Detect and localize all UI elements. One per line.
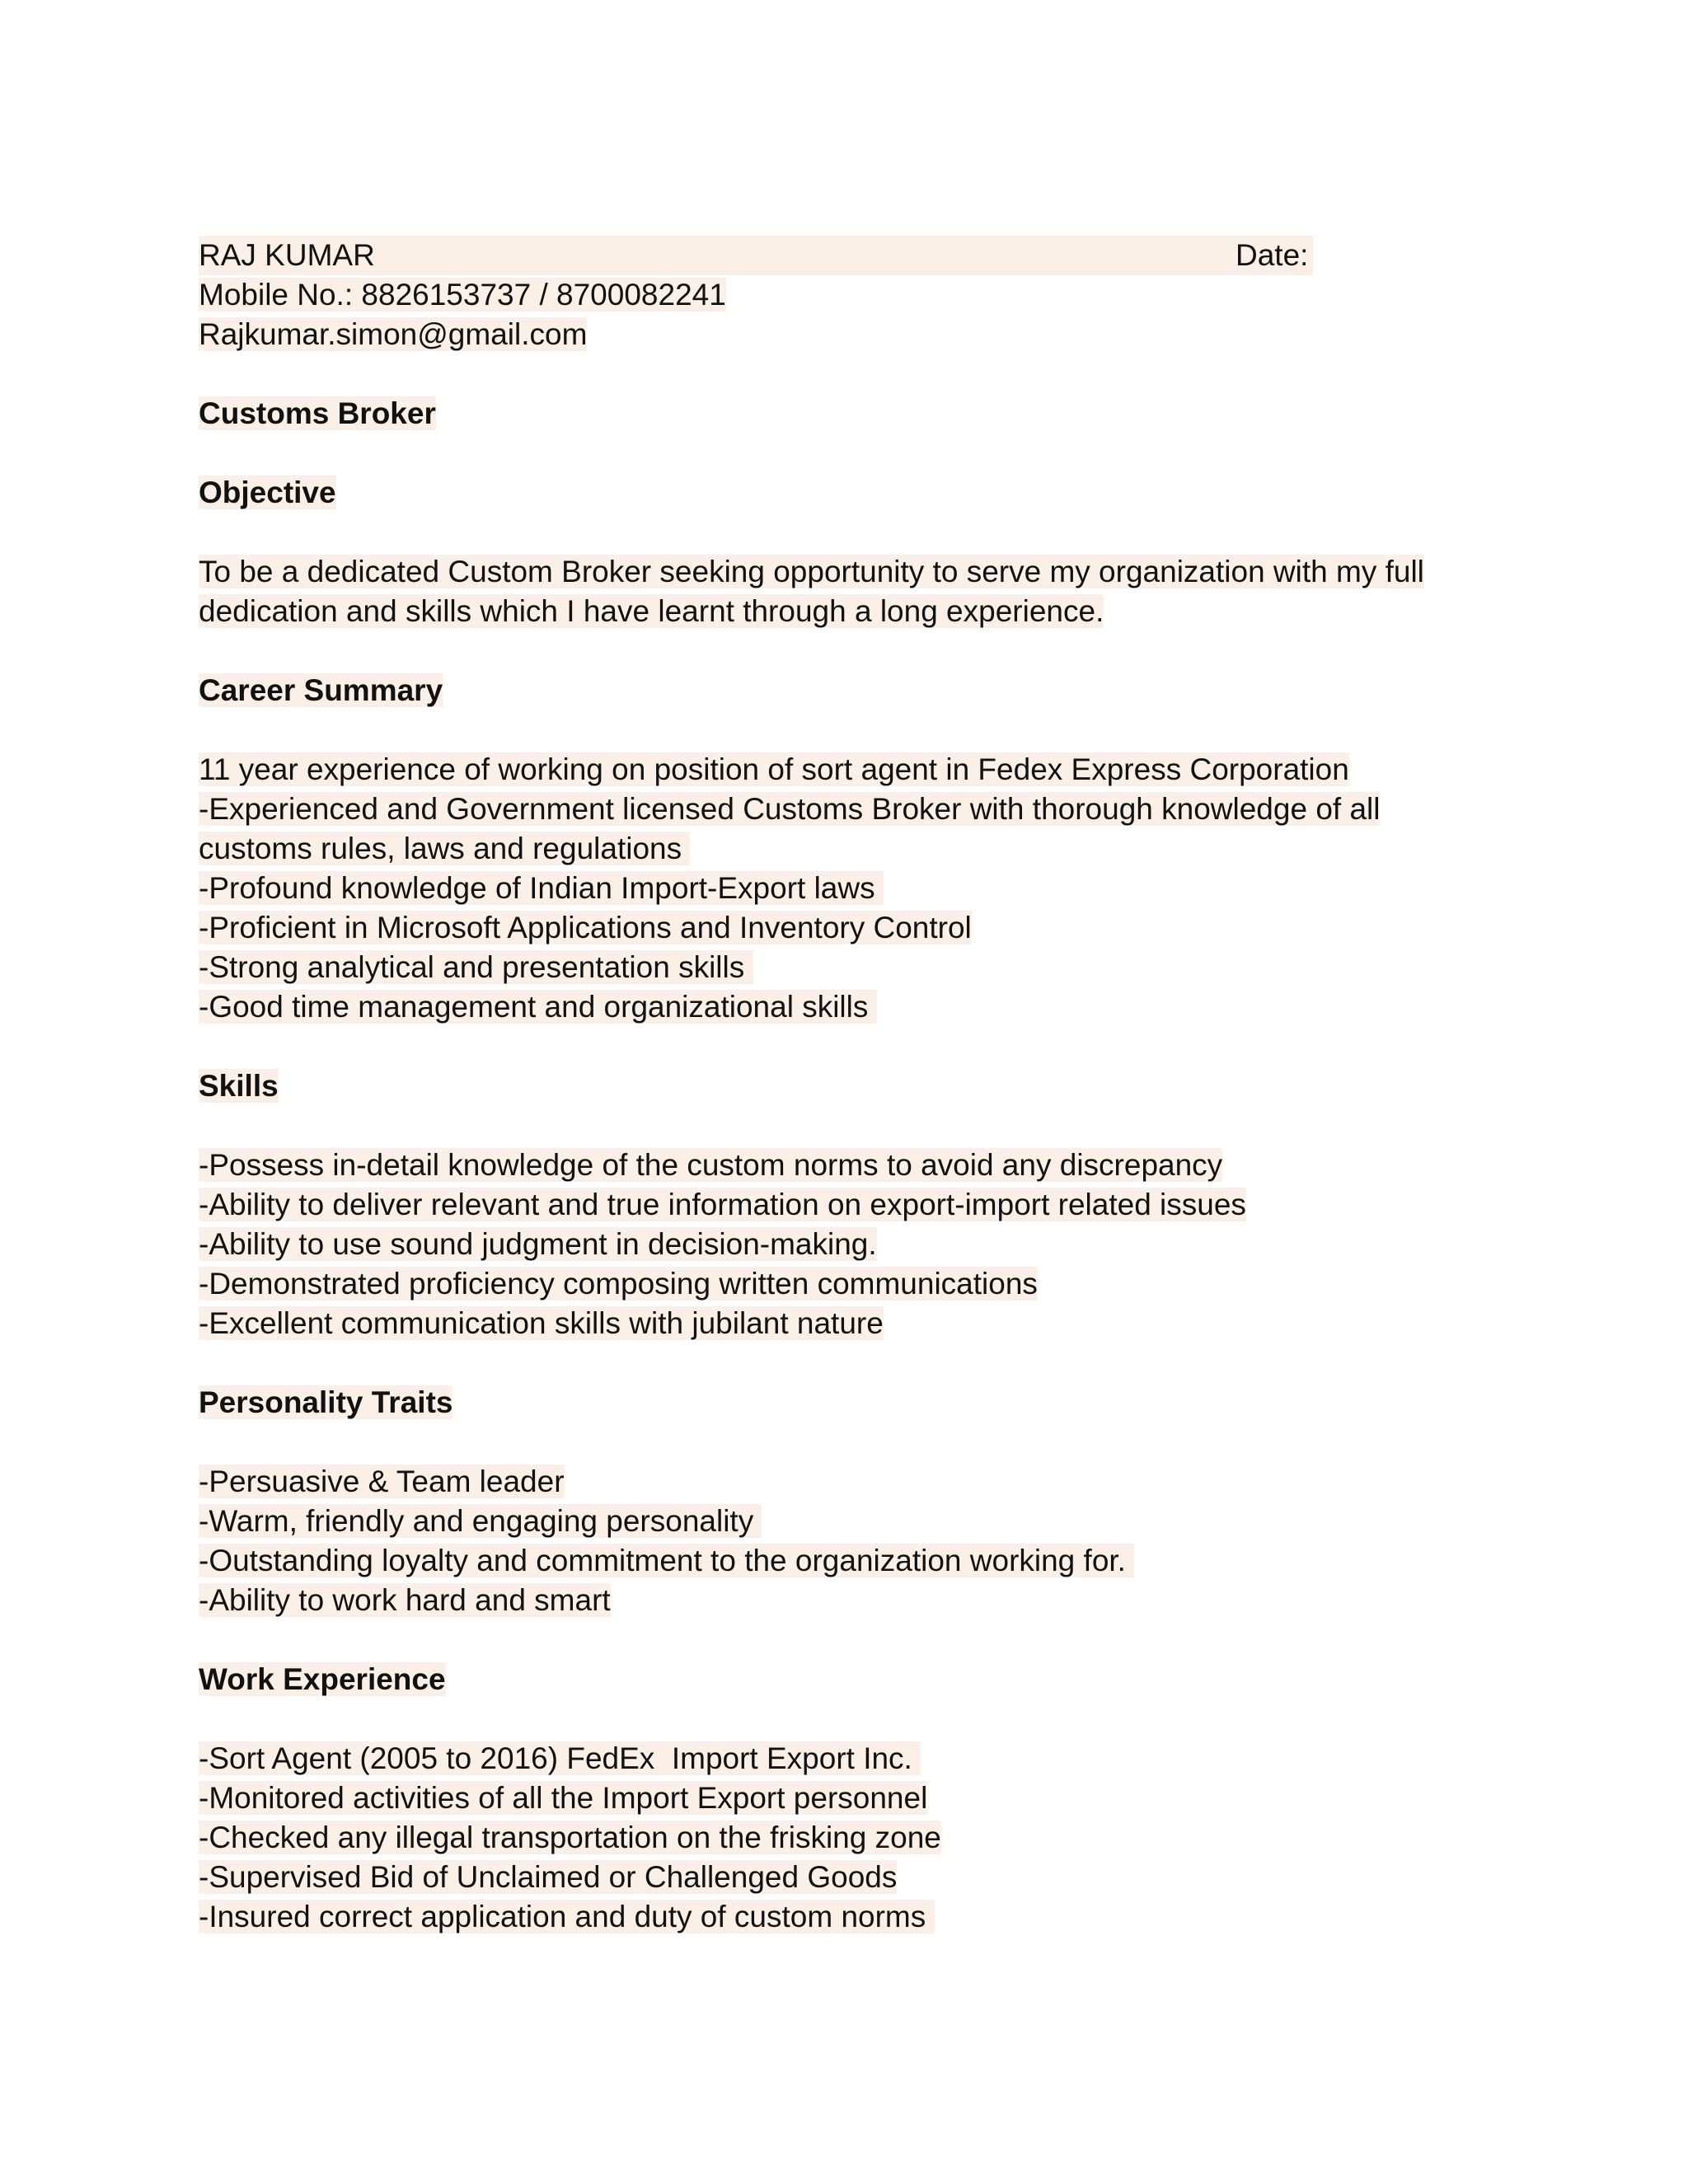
career-summary-item: -Experienced and Government licensed Customs Broker with thorough knowledge of all [199,792,1381,826]
skills-item: -Demonstrated proficiency composing written communications [199,1267,1038,1301]
career-summary-item: -Good time management and organizational skills [199,990,877,1024]
career-summary-item: 11 year experience of working on position of sort agent in Fedex Express Corporation [199,752,1349,786]
work-experience-item: -Sort Agent (2005 to 2016) FedEx Import Export Inc. [199,1741,921,1775]
resume-title: Customs Broker [199,396,436,430]
work-experience-item: -Supervised Bid of Unclaimed or Challenged Goods [199,1860,898,1894]
work-experience-item: -Monitored activities of all the Import Export personnel [199,1781,928,1815]
skills-heading: Skills [199,1069,279,1103]
career-summary-item: -Proficient in Microsoft Applications and Inventory Control [199,911,972,944]
career-summary-item: -Strong analytical and presentation skills [199,950,753,984]
personality-traits-heading: Personality Traits [199,1385,453,1419]
objective-text-line: dedication and skills which I have learnt through a long experience. [199,594,1104,628]
email-address: Rajkumar.simon@gmail.com [199,317,588,351]
objective-text-line: To be a dedicated Custom Broker seeking opportunity to serve my organization with my full [199,555,1424,588]
skills-item: -Possess in-detail knowledge of the custom norms to avoid any discrepancy [199,1148,1223,1182]
career-summary-item: -Profound knowledge of Indian Import-Export laws [199,871,884,905]
career-summary-item: customs rules, laws and regulations [199,832,691,865]
personality-trait-item: -Persuasive & Team leader [199,1465,565,1498]
resume-content [199,236,1501,1937]
header-row [199,236,1501,275]
candidate-name: RAJ KUMAR [199,238,375,272]
work-experience-heading: Work Experience [199,1662,446,1696]
skills-item: -Ability to use sound judgment in decision-making. [199,1227,877,1261]
personality-trait-item: -Ability to work hard and smart [199,1583,611,1617]
skills-item: -Ability to deliver relevant and true information on export-import related issues [199,1188,1246,1221]
objective-heading: Objective [199,476,336,509]
career-summary-heading: Career Summary [199,673,443,707]
date-label: Date: [1236,238,1309,272]
mobile-number: Mobile No.: 8826153737 / 8700082241 [199,278,726,312]
personality-trait-item: -Warm, friendly and engaging personality [199,1504,762,1538]
work-experience-item: -Insured correct application and duty of custom norms [199,1900,935,1933]
personality-trait-item: -Outstanding loyalty and commitment to the organization working for. [199,1544,1135,1577]
skills-item: -Excellent communication skills with jubilant nature [199,1306,884,1340]
work-experience-item: -Checked any illegal transportation on the frisking zone [199,1821,941,1854]
